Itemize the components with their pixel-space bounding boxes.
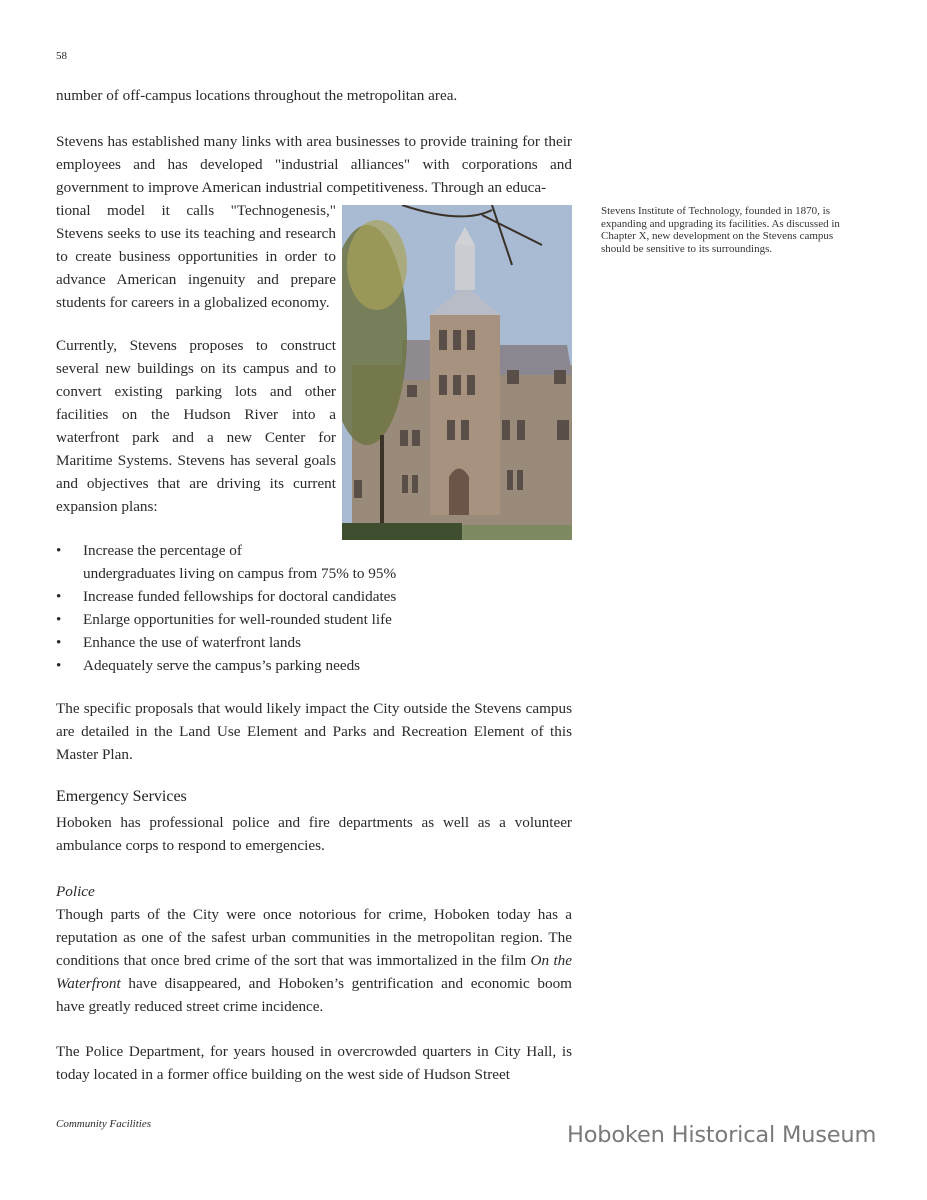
paragraph-police-reputation (56, 903, 572, 1018)
paragraph-emergency-intro: Hoboken has professional police and fire departments as well as a volunteer ambulance corps to respond to emergencies. (56, 814, 572, 854)
building-illustration (342, 205, 572, 540)
paragraph-technogenesis: tional model it calls "Technogenesis," Stevens seeks to use its teaching and research to create business opportunities in order to advance American ingenuity and prepare students for careers in a globalized economy. (56, 202, 336, 311)
paragraph-expansion-plans: Currently, Stevens proposes to construct several new buildings on its campus and to convert existing parking lots and other facilities on the Hudson River into a waterfront park and a new Center for Maritime Systems. Stevens has several goals and objectives that are driving its current expansion plans: (56, 337, 336, 515)
paragraph-police-department: The Police Department, for years housed in overcrowded quarters in City Hall, is today located in a former office building on the west side of Hudson Street (56, 1043, 572, 1083)
subheading-police: Police (56, 883, 95, 900)
watermark: Hoboken Historical Museum (567, 1122, 877, 1148)
police-text-b: have disappeared, and Hoboken’s gentrification and economic boom have greatly reduced street crime incidence. (56, 975, 572, 1015)
list-item: • Enhance the use of waterfront lands (56, 631, 456, 654)
list-item: • Enlarge opportunities for well-rounded student life (56, 608, 456, 631)
paragraph-continuation: number of off-campus locations throughout the metropolitan area. (56, 87, 458, 104)
film-title: On the Waterfront (56, 952, 573, 992)
figure-caption: Stevens Institute of Technology, founded in 1870, is expanding and upgrading its facilities. As discussed in Chapter X, new development on the Stevens campus should be sensitive to its surroundings. (601, 205, 840, 255)
paragraph-stevens-links (56, 130, 572, 199)
footer-section-name: Community Facilities (56, 1118, 152, 1130)
page-number: 58 (56, 50, 67, 62)
section-heading-emergency-services: Emergency Services (56, 788, 187, 805)
police-text-a: Though parts of the City were once notorious for crime, Hoboken today has a reputation as one of the safest urban communities in the metropolitan region. The conditions that once bred crime of the sort that was immortalized in the film (56, 906, 572, 969)
paragraph-stevens-links-text: Stevens has established many links with area businesses to provide training for their employees and has developed "industrial alliances" with corporations and government to improve American industrial competitiveness. Through an educa- (56, 133, 572, 196)
expansion-goals-list (56, 539, 456, 677)
goal-line-1: Increase the percentage of (83, 542, 242, 559)
list-item: • Adequately serve the campus’s parking needs (56, 654, 456, 677)
paragraph-specific-proposals: The specific proposals that would likely impact the City outside the Stevens campus are detailed in the Land Use Element and Parks and Recreation Element of this Master Plan. (56, 700, 572, 763)
goal-line-2: undergraduates living on campus from 75% to 95% (83, 565, 397, 582)
list-item (56, 539, 456, 585)
list-item: • Increase funded fellowships for doctoral candidates (56, 585, 456, 608)
stevens-building-photo (342, 205, 572, 540)
